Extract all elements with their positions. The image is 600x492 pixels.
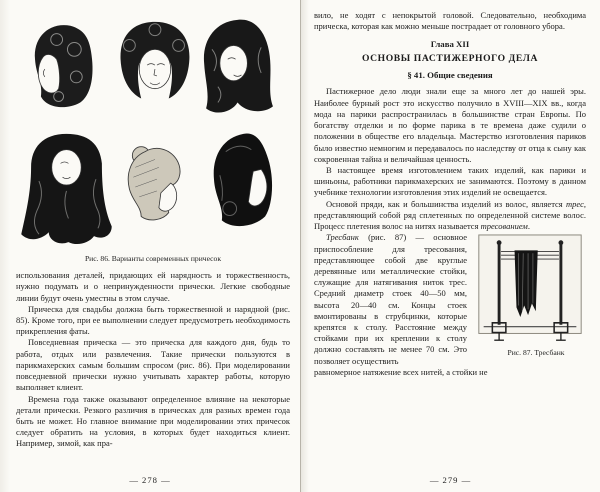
tresbank-illustration [476, 234, 584, 346]
page-right [300, 0, 600, 492]
hairstyle-head-5 [128, 147, 180, 220]
paragraph [314, 199, 586, 233]
hairstyle-head-1 [35, 25, 93, 107]
figure-87 [474, 234, 586, 357]
paragraph: Повседневная прическа — это прическа для каждого дня, будь то работа, отдых или развлечения. Такие прически пользуются в парикмахерских самым большим спросом (рис. 86). При моделировании повседневной прически нужно учитывать характер работы, которую выполняет клиент. [16, 337, 290, 393]
hairstyle-head-2 [120, 22, 189, 99]
paragraph: Пастижерное дело люди знали еще за много лет до нашей эры. Наиболее бурный рост это искусство получило в XVIII—XIX вв., когда мода на парики распространилась в большинстве стран Европы. По богатству отделки и по форме парика в те времена даже судили о положении в обществе его владельца. Мастерство изготовления париков было известно немногим и передавалось по наследству от отца к сыну как сокровенная тайна и величайшая ценность. [314, 86, 586, 164]
hairstyle-head-3 [204, 20, 273, 113]
paragraph: использования деталей, придающих ей нарядность и торжественность, нужно подумать и о непринужденности прически. Легкие свободные линии будут очень уместны в этом случае. [16, 270, 290, 303]
paragraph: равномерное натяжение всех нитей, а стойки не [314, 366, 488, 377]
figure-86 [16, 12, 290, 263]
paragraph: В настоящее время изготовлением таких изделий, как парики и шиньоны, работники парикмахерских не занимаются. Поэтому в данном учебнике технологии изготовления этих изделий не освещается. [314, 164, 586, 198]
hairstyle-head-6 [214, 134, 272, 227]
figure-87-caption: Рис. 87. Тресбанк [507, 348, 565, 358]
paragraph-text: . [527, 221, 530, 232]
paragraph-text: , представляющий собой ряд сплетенных по определенной системе волос. Процесс плетения волос на нитях называется [314, 198, 586, 232]
paragraph: Времена года также оказывают определенное влияние на некоторые детали прически. Резкого различия в прическах для разных времен года быть не может. Но главное внимание при моделировании этих причесок следует обратить на условия, в которых будет находиться клиент. Например, зимой, как пра- [16, 393, 290, 449]
page-number-left: — 278 — [129, 475, 171, 485]
chapter-label: Глава XII [430, 39, 470, 50]
chapter-title: ОСНОВЫ ПАСТИЖЕРНОГО ДЕЛА [361, 53, 539, 65]
term-tres: трес [566, 198, 584, 209]
paragraph [314, 232, 586, 367]
paragraph: вило, не ходят с непокрытой головой. Следовательно, необходима прическа, которая как можно меньше пострадает от головного убора. [314, 10, 586, 32]
paragraph-text: (рис. 87) — основное приспособление для тресования, представляющее собой две круглые деревянные или металлические стойки, служащие для натягивания ниток трес. Средний диаметр стоек 40—50 мм, высота 20—40 см. Концы стоек вмонтированы в струбцинки, которые крепятся к столу. Расстояние между стойками при их креплении к столу должно составлять не менее 70 см. Это позволяет осуществить [314, 232, 467, 366]
paragraph-text: Основой пряди, как и большинства изделий из волос, является [326, 198, 567, 209]
paragraph: Прическа для свадьбы должна быть торжественной и нарядной (рис. 85). Кроме того, при ее выполнении следует предусмотреть необходимость прикрепления фаты. [16, 303, 290, 337]
term-tresbank: Тресбанк [326, 232, 359, 243]
page-number-right: — 279 — [429, 475, 472, 485]
hairstyle-head-4 [21, 134, 111, 244]
term-tresovanie: тресованием [480, 221, 528, 232]
figure-86-caption: Рис. 86. Варианты современных причесок [84, 254, 222, 263]
hairstyles-illustration [17, 12, 289, 246]
section-title: § 41. Общие сведения [407, 70, 493, 81]
